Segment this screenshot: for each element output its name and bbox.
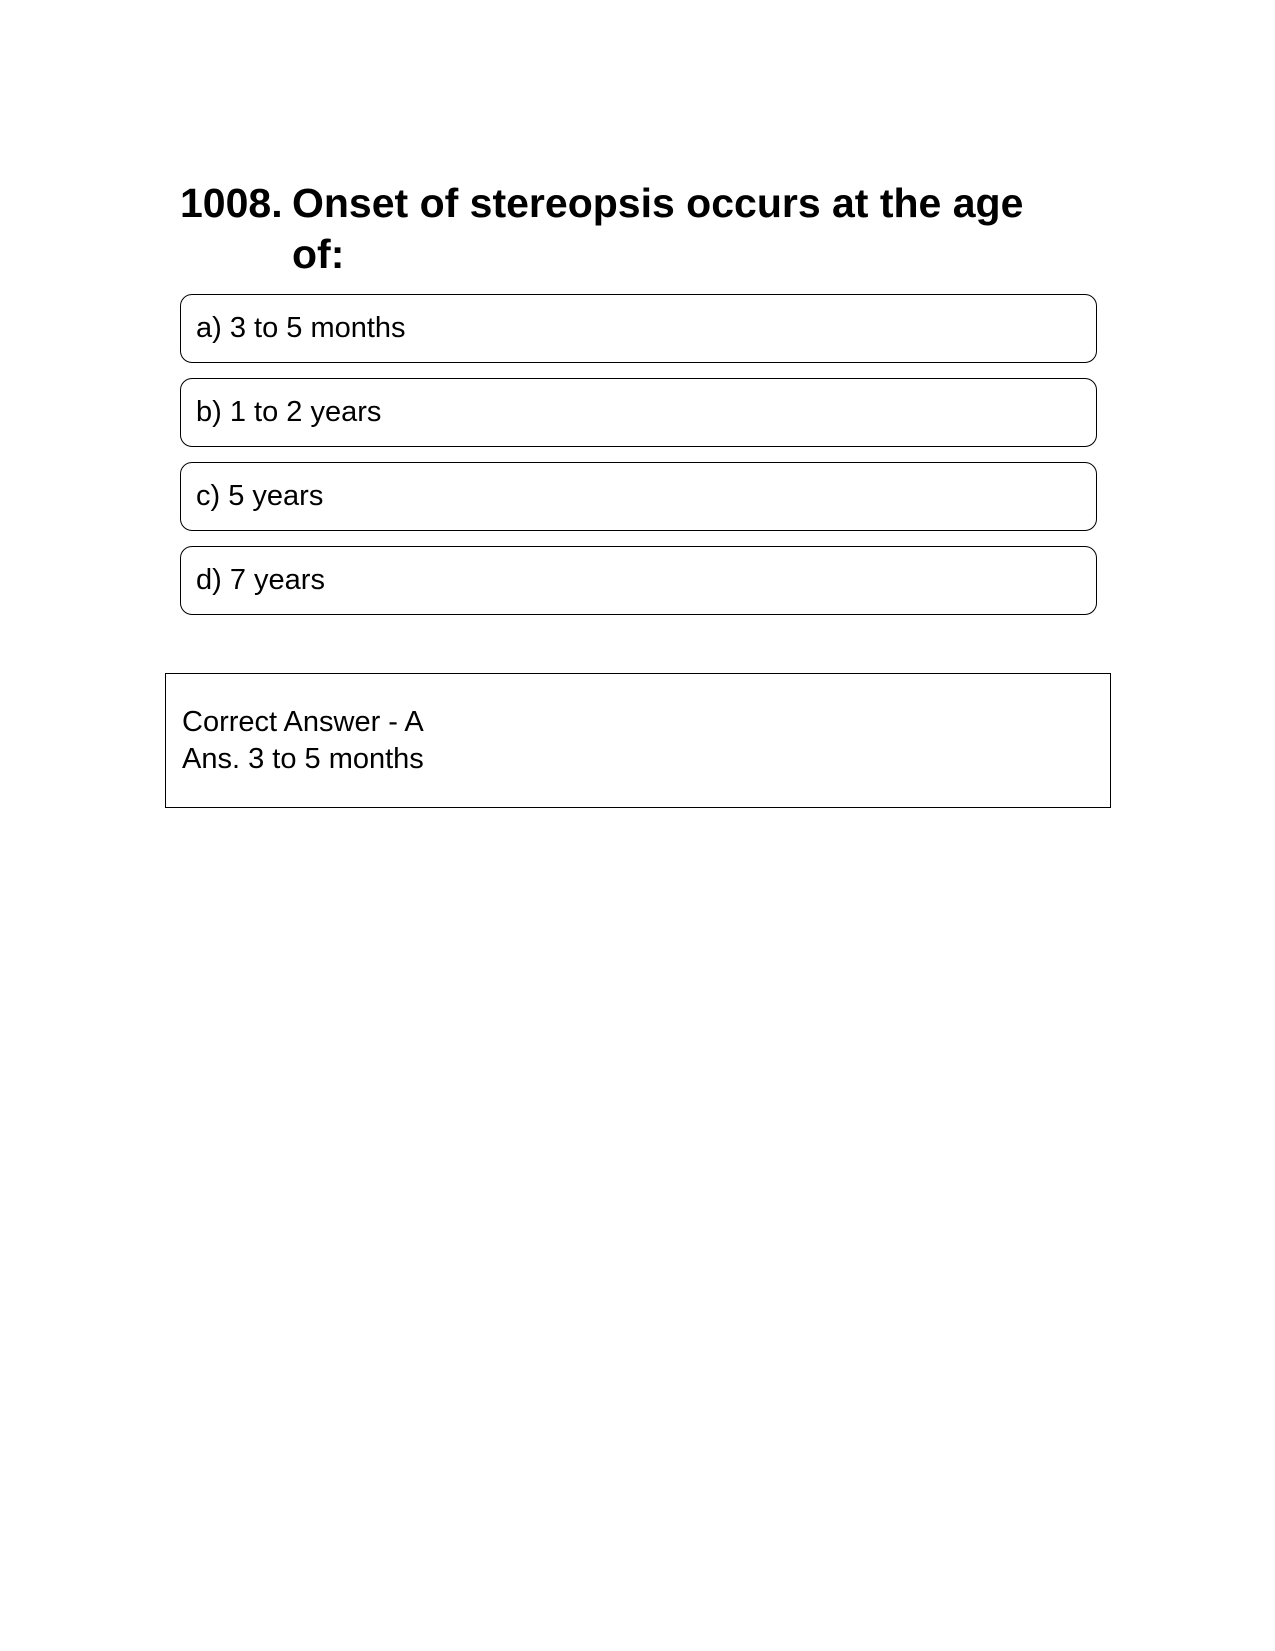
- correct-answer: Correct Answer - A: [182, 706, 424, 738]
- question-text: Onset of stereopsis occurs at the age of:: [292, 180, 1024, 277]
- answer-box: [165, 673, 1111, 808]
- question-number: 1008.: [180, 180, 283, 226]
- answer-explanation: Ans. 3 to 5 months: [182, 743, 424, 775]
- option-b-label: b) 1 to 2 years: [196, 396, 382, 428]
- options-list: [180, 294, 1097, 630]
- option-d[interactable]: [180, 546, 1097, 615]
- option-a-label: a) 3 to 5 months: [196, 312, 406, 344]
- option-a[interactable]: [180, 294, 1097, 363]
- option-d-label: d) 7 years: [196, 564, 325, 596]
- question-heading: [180, 178, 1080, 280]
- option-c-label: c) 5 years: [196, 480, 324, 512]
- option-c[interactable]: [180, 462, 1097, 531]
- option-b[interactable]: [180, 378, 1097, 447]
